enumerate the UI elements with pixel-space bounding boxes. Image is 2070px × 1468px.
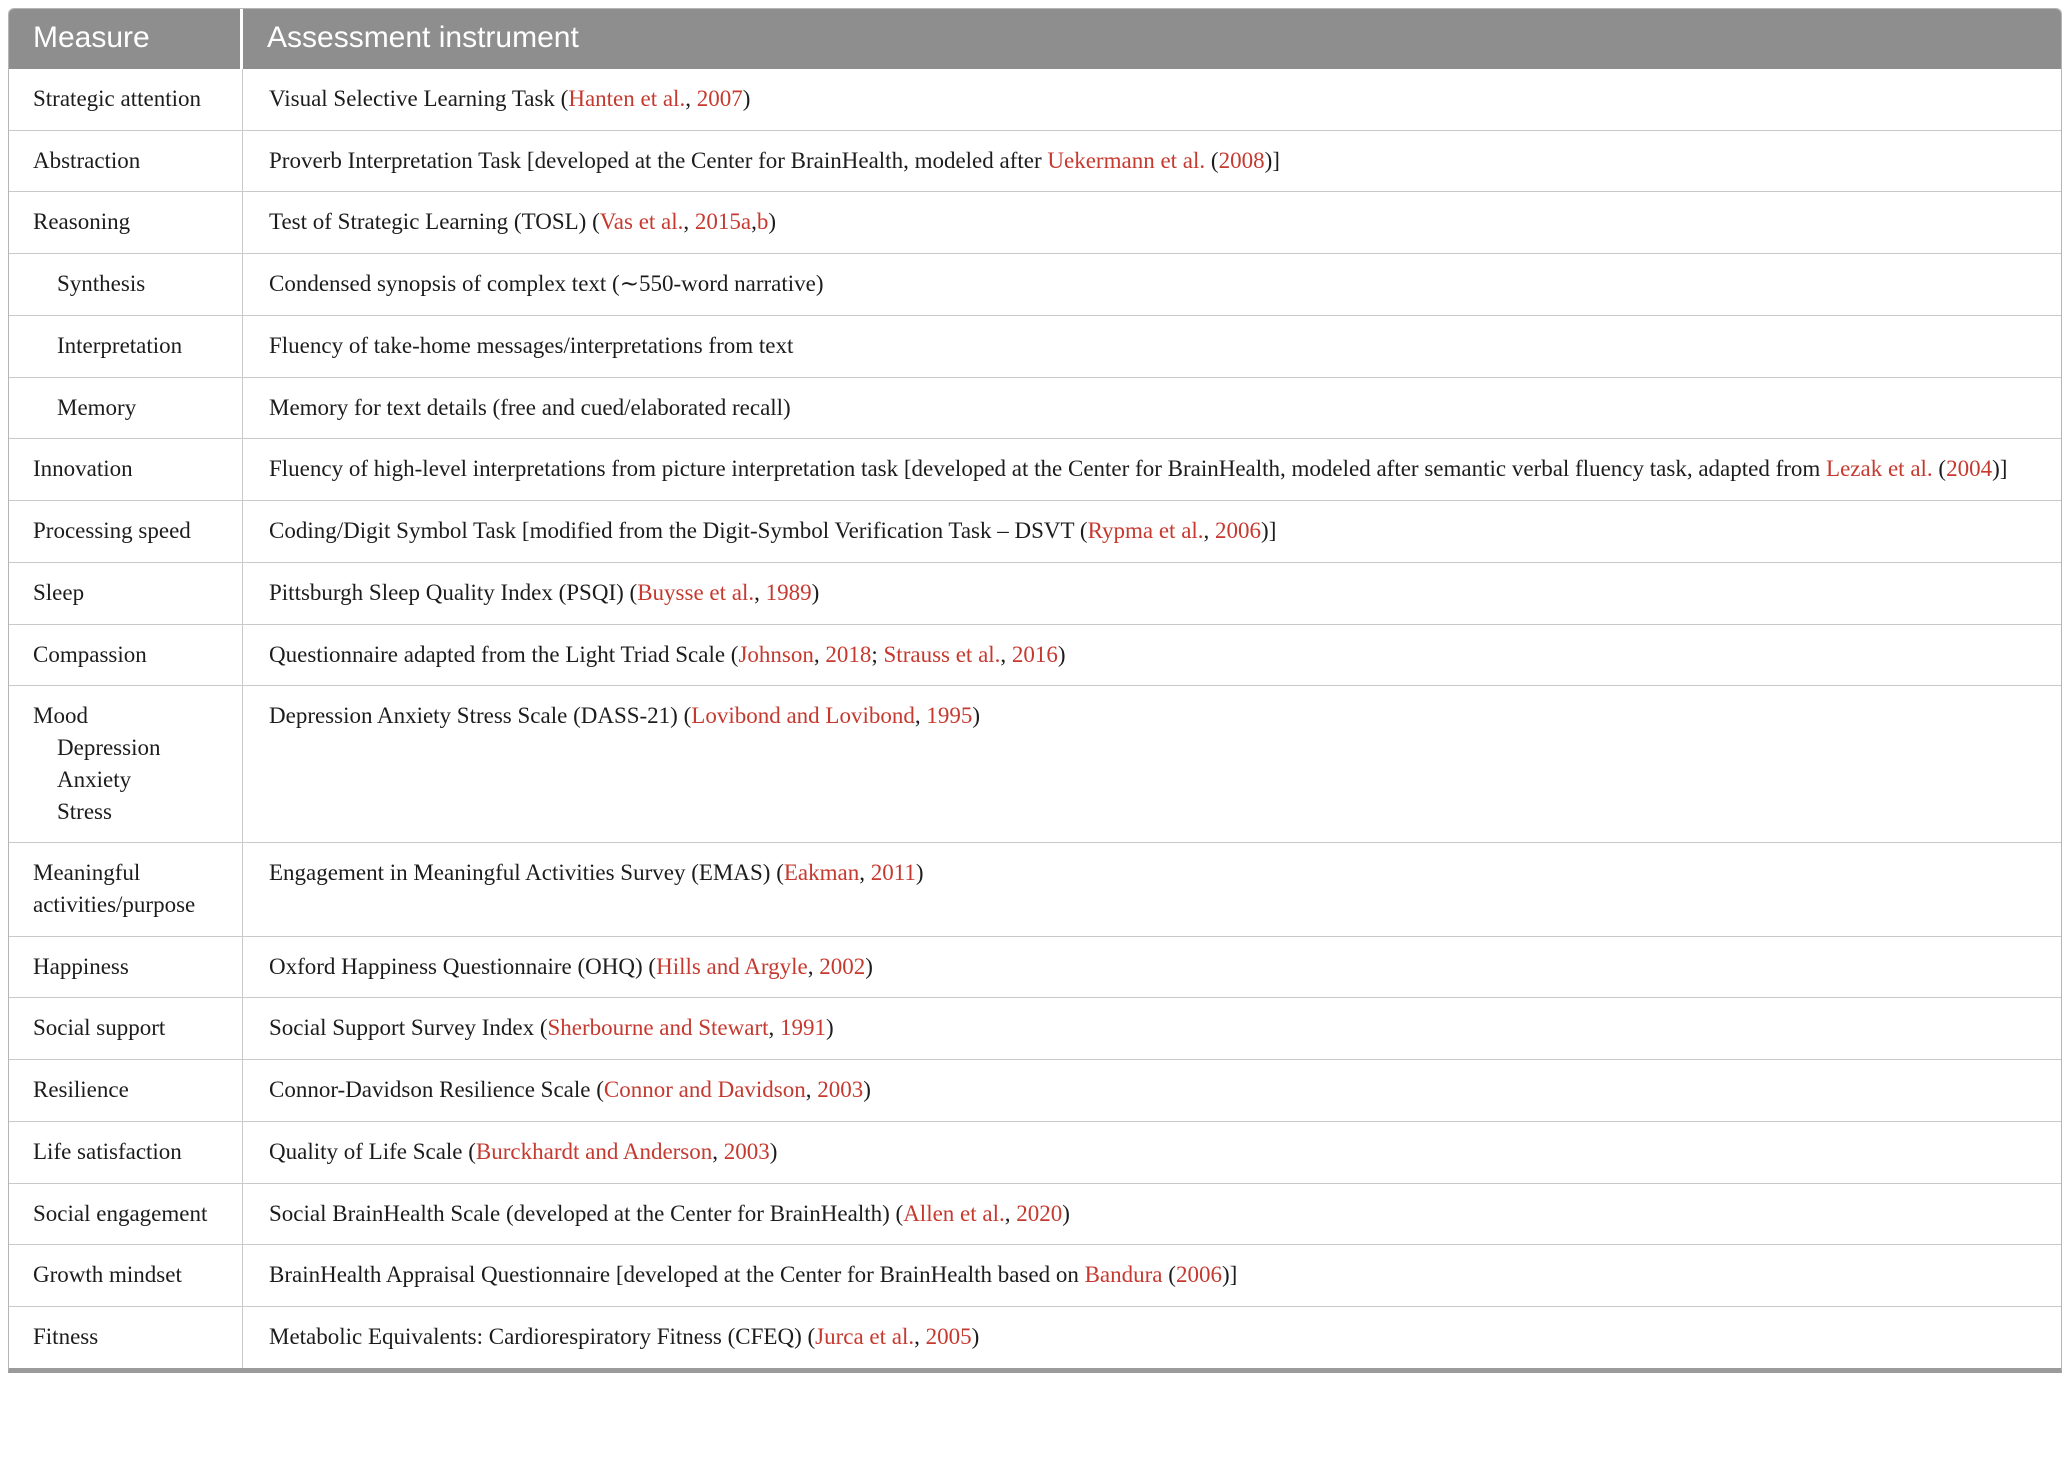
instrument-text — [269, 330, 2021, 362]
text-segment: )] — [1992, 456, 2008, 482]
measure-label: Fitness — [33, 1324, 99, 1350]
citation-link[interactable]: Johnson — [738, 641, 814, 667]
text-segment: ) — [768, 209, 777, 235]
citation-link[interactable]: 2004 — [1946, 456, 1993, 482]
table-row — [9, 843, 2061, 936]
measure-cell — [9, 1307, 243, 1368]
measure-cell — [9, 625, 243, 686]
text-segment: Test of Strategic Learning (TOSL) ( — [269, 209, 600, 235]
measure-cell — [9, 937, 243, 998]
measure-label: Social engagement — [33, 1200, 208, 1226]
instrument-text — [269, 206, 2021, 238]
citation-link[interactable]: 2015a — [694, 209, 752, 235]
measure-cell — [9, 998, 243, 1059]
table-row — [9, 625, 2061, 687]
text-segment: Depression Anxiety Stress Scale (DASS-21) ( — [269, 703, 692, 729]
citation-link[interactable]: Allen et al. — [903, 1200, 1005, 1226]
text-segment: BrainHealth Appraisal Questionnaire [developed at the Center for BrainHealth based on — [269, 1262, 1085, 1288]
instrument-cell — [243, 69, 2061, 130]
citation-link[interactable]: 2003 — [723, 1138, 770, 1164]
measure-label: Sleep — [33, 579, 85, 605]
citation-link[interactable]: Jurca et al. — [815, 1324, 915, 1350]
measure-cell — [9, 1245, 243, 1306]
instrument-text — [269, 453, 2021, 485]
citation-link[interactable]: 2005 — [925, 1324, 972, 1350]
citation-link[interactable]: b — [756, 209, 769, 235]
citation-link[interactable]: 2006 — [1215, 518, 1262, 544]
text-segment: Fluency of high-level interpretations from picture interpretation task [developed at the Center for BrainHealth, modeled after semantic verbal fluency task, adapted from — [269, 456, 1827, 482]
measure-cell — [9, 131, 243, 192]
table-row — [9, 501, 2061, 563]
instrument-cell — [243, 254, 2061, 315]
table-row — [9, 192, 2061, 254]
table-row — [9, 378, 2061, 440]
citation-link[interactable]: Burckhardt and Anderson — [475, 1138, 713, 1164]
instrument-text — [269, 1321, 2021, 1353]
citation-link[interactable]: 1991 — [780, 1015, 827, 1041]
text-segment: ( — [1205, 147, 1219, 173]
text-segment: Memory for text details (free and cued/elaborated recall) — [269, 394, 791, 420]
text-segment: ; — [871, 641, 884, 667]
citation-link[interactable]: 2018 — [825, 641, 872, 667]
measure-cell — [9, 686, 243, 842]
measure-label: Depression — [57, 735, 161, 761]
measure-label: Strategic attention — [33, 86, 201, 111]
text-segment: Metabolic Equivalents: Cardiorespiratory Fitness (CFEQ) ( — [269, 1324, 816, 1350]
citation-link[interactable]: 1995 — [926, 703, 973, 729]
table-row — [9, 254, 2061, 316]
text-segment: ) — [811, 579, 820, 605]
measure-cell — [9, 1060, 243, 1121]
instrument-text — [269, 83, 2021, 115]
text-segment: )] — [1264, 147, 1280, 173]
measure-cell — [9, 316, 243, 377]
measure-label: Meaningful activities/purpose — [33, 860, 196, 918]
measure-cell — [9, 378, 243, 439]
instrument-cell — [243, 378, 2061, 439]
measure-label: Processing speed — [33, 518, 191, 544]
citation-link[interactable]: Buysse et al. — [637, 579, 755, 605]
measure-cell — [9, 439, 243, 500]
citation-link[interactable]: 2020 — [1016, 1200, 1063, 1226]
instrument-cell — [243, 439, 2061, 500]
citation-link[interactable]: 2007 — [696, 86, 743, 111]
instrument-text — [269, 1074, 2021, 1106]
text-segment: ) — [971, 1324, 980, 1350]
citation-link[interactable]: Hills and Argyle — [656, 953, 808, 979]
text-segment: )] — [1221, 1262, 1238, 1288]
instrument-cell — [243, 131, 2061, 192]
measure-label: Innovation — [33, 456, 133, 482]
text-segment: Proverb Interpretation Task [developed at the Center for BrainHealth, modeled after — [269, 147, 1048, 173]
text-segment: , — [859, 860, 871, 886]
text-segment: , — [914, 703, 927, 729]
text-segment: ) — [769, 1138, 778, 1164]
table-row — [9, 937, 2061, 999]
instrument-text — [269, 145, 2021, 177]
table-row — [9, 131, 2061, 193]
citation-link[interactable]: Lovibond and Lovibond — [691, 703, 915, 729]
text-segment: , — [1203, 518, 1216, 544]
instrument-text — [269, 1136, 2021, 1168]
instrument-cell — [243, 686, 2061, 842]
text-segment: Quality of Life Scale ( — [269, 1138, 476, 1164]
citation-link[interactable]: 2003 — [817, 1077, 864, 1103]
citation-link[interactable]: Sherbourne and Stewart — [547, 1015, 769, 1041]
instrument-text — [269, 1012, 2021, 1044]
measure-label: Synthesis — [57, 271, 146, 297]
table-body — [9, 69, 2061, 1368]
table-row — [9, 1307, 2061, 1368]
citation-link[interactable]: Hanten et al. — [568, 86, 686, 111]
text-segment: , — [805, 1077, 818, 1103]
instrument-cell — [243, 998, 2061, 1059]
measure-cell — [9, 69, 243, 130]
citation-link[interactable]: Vas et al. — [599, 209, 684, 235]
table-row — [9, 563, 2061, 625]
text-segment: ) — [972, 703, 981, 729]
text-segment: ) — [915, 860, 924, 886]
instrument-text — [269, 1259, 2021, 1291]
text-segment: ( — [1162, 1262, 1176, 1288]
text-segment: ) — [1062, 1200, 1070, 1226]
citation-link[interactable]: Eakman — [783, 860, 860, 886]
text-segment: , — [1000, 641, 1012, 667]
citation-link[interactable]: Strauss et al. — [883, 641, 1001, 667]
instrument-text — [269, 1198, 2021, 1230]
instrument-text — [269, 951, 2021, 983]
instrument-text — [269, 515, 2021, 547]
measure-label: Growth mindset — [33, 1262, 182, 1288]
text-segment: , — [751, 209, 757, 235]
text-segment: Condensed synopsis of complex text (∼550-word narrative) — [269, 271, 824, 297]
text-segment: , — [813, 641, 826, 667]
citation-link[interactable]: 2008 — [1218, 147, 1265, 173]
measure-cell — [9, 254, 243, 315]
text-segment: Visual Selective Learning Task ( — [269, 86, 569, 111]
measure-cell — [9, 1184, 243, 1245]
text-segment: , — [685, 86, 697, 111]
text-segment: Fluency of take-home messages/interpretations from text — [269, 332, 794, 358]
instrument-text — [269, 577, 2021, 609]
instrument-cell — [243, 937, 2061, 998]
instrument-cell — [243, 192, 2061, 253]
table-row — [9, 69, 2061, 131]
measure-label: Mood — [33, 703, 88, 729]
col-header-measure: Measure — [9, 9, 243, 69]
text-segment: , — [807, 953, 820, 979]
table-row — [9, 1184, 2061, 1246]
measure-label: Memory — [57, 394, 137, 420]
instrument-cell — [243, 1122, 2061, 1183]
measure-label: Interpretation — [57, 332, 183, 358]
instrument-cell — [243, 1060, 2061, 1121]
table-row — [9, 1245, 2061, 1307]
text-segment: ) — [1057, 641, 1066, 667]
table-row — [9, 998, 2061, 1060]
text-segment: ) — [742, 86, 751, 111]
measure-label: Happiness — [33, 953, 129, 979]
instrument-cell — [243, 1184, 2061, 1245]
measure-label: Compassion — [33, 641, 147, 667]
table-header-row — [9, 9, 2061, 69]
citation-link[interactable]: 2002 — [819, 953, 866, 979]
text-segment: Engagement in Meaningful Activities Survey (EMAS) ( — [269, 860, 784, 886]
text-segment: Connor-Davidson Resilience Scale ( — [269, 1077, 604, 1103]
text-segment: , — [768, 1015, 781, 1041]
instrument-cell — [243, 1245, 2061, 1306]
citation-link[interactable]: 2011 — [870, 860, 916, 886]
instrument-text — [269, 639, 2021, 671]
instrument-cell — [243, 625, 2061, 686]
measure-label: Anxiety — [57, 766, 132, 792]
text-segment: ) — [863, 1077, 871, 1103]
citation-link[interactable]: 2006 — [1175, 1262, 1222, 1288]
table-row — [9, 1060, 2061, 1122]
assessment-table — [8, 8, 2062, 1373]
citation-link[interactable]: Uekermann et al. — [1047, 147, 1206, 173]
instrument-text — [269, 857, 2021, 889]
text-segment: )] — [1261, 518, 1277, 544]
instrument-cell — [243, 1307, 2061, 1368]
text-segment: , — [754, 579, 766, 605]
measure-cell — [9, 843, 243, 935]
citation-link[interactable]: Connor and Davidson — [603, 1077, 806, 1103]
instrument-cell — [243, 563, 2061, 624]
text-segment: Oxford Happiness Questionnaire (OHQ) ( — [269, 953, 657, 979]
text-segment: Social Support Survey Index ( — [269, 1015, 548, 1041]
measure-label: Stress — [57, 798, 112, 824]
table-row — [9, 439, 2061, 501]
col-header-assessment-instrument: Assessment instrument — [267, 21, 579, 54]
citation-link[interactable]: Bandura — [1084, 1262, 1163, 1288]
text-segment: ) — [865, 953, 873, 979]
citation-link[interactable]: Lezak et al. — [1826, 456, 1933, 482]
measure-cell — [9, 1122, 243, 1183]
text-segment: , — [683, 209, 695, 235]
measure-cell — [9, 563, 243, 624]
text-segment: Questionnaire adapted from the Light Triad Scale ( — [269, 641, 739, 667]
instrument-text — [269, 700, 2021, 732]
instrument-text — [269, 392, 2021, 424]
measure-label: Life satisfaction — [33, 1138, 182, 1164]
citation-link[interactable]: 2016 — [1011, 641, 1058, 667]
instrument-cell — [243, 501, 2061, 562]
measure-label: Reasoning — [33, 209, 131, 235]
instrument-cell — [243, 843, 2061, 935]
table-row — [9, 316, 2061, 378]
text-segment: Social BrainHealth Scale (developed at the Center for BrainHealth) ( — [269, 1200, 904, 1226]
table-row — [9, 686, 2061, 843]
text-segment: , — [712, 1138, 724, 1164]
text-segment: Coding/Digit Symbol Task [modified from the Digit-Symbol Verification Task – DSVT ( — [269, 518, 1088, 544]
citation-link[interactable]: Rypma et al. — [1087, 518, 1204, 544]
measure-cell — [9, 192, 243, 253]
measure-label: Abstraction — [33, 147, 141, 173]
measure-label: Resilience — [33, 1077, 129, 1103]
text-segment: ( — [1932, 456, 1947, 482]
table-row — [9, 1122, 2061, 1184]
text-segment: , — [1004, 1200, 1017, 1226]
text-segment: ) — [826, 1015, 834, 1041]
text-segment: Pittsburgh Sleep Quality Index (PSQI) ( — [269, 579, 638, 605]
instrument-cell — [243, 316, 2061, 377]
measure-label: Social support — [33, 1015, 166, 1041]
instrument-text — [269, 268, 2021, 300]
measure-cell — [9, 501, 243, 562]
citation-link[interactable]: 1989 — [765, 579, 812, 605]
text-segment: , — [914, 1324, 926, 1350]
